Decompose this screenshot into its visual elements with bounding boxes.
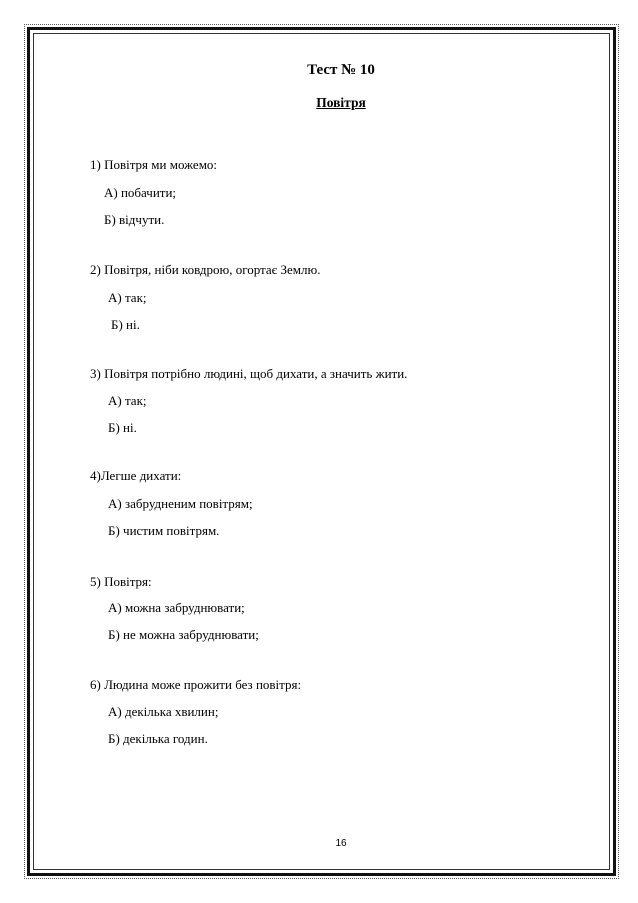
question-3-answer-a: А) так; <box>108 393 147 408</box>
question-2-answer-b: Б) ні. <box>111 317 140 332</box>
question-6-answer-a: А) декілька хвилин; <box>108 704 219 719</box>
question-4: 4)Легше дихати: <box>90 468 182 483</box>
question-6-answer-b: Б) декілька годин. <box>108 731 208 746</box>
question-3: 3) Повітря потрібно людині, щоб дихати, а значить жити. <box>90 366 408 381</box>
question-4-answer-b: Б) чистим повітрям. <box>108 523 220 538</box>
question-2-answer-a: А) так; <box>108 290 147 305</box>
question-1-answer-b: Б) відчути. <box>104 212 165 227</box>
question-2: 2) Повітря, ніби ковдрою, огортає Землю. <box>90 262 321 277</box>
page-border <box>27 27 616 876</box>
question-1: 1) Повітря ми можемо: <box>90 157 218 172</box>
question-3-answer-b: Б) ні. <box>108 420 137 435</box>
question-6: 6) Людина може прожити без повітря: <box>90 677 302 692</box>
question-5-answer-b: Б) не можна забруднювати; <box>108 627 259 642</box>
test-subtitle: Повітря <box>316 95 366 110</box>
question-4-answer-a: А) забрудненим повітрям; <box>108 496 253 511</box>
question-5-answer-a: А) можна забруднювати; <box>108 600 245 615</box>
page-number: 16 <box>335 838 347 849</box>
test-title: Тест № 10 <box>307 62 375 78</box>
question-5: 5) Повітря: <box>90 574 152 589</box>
question-1-answer-a: А) побачити; <box>104 185 177 200</box>
